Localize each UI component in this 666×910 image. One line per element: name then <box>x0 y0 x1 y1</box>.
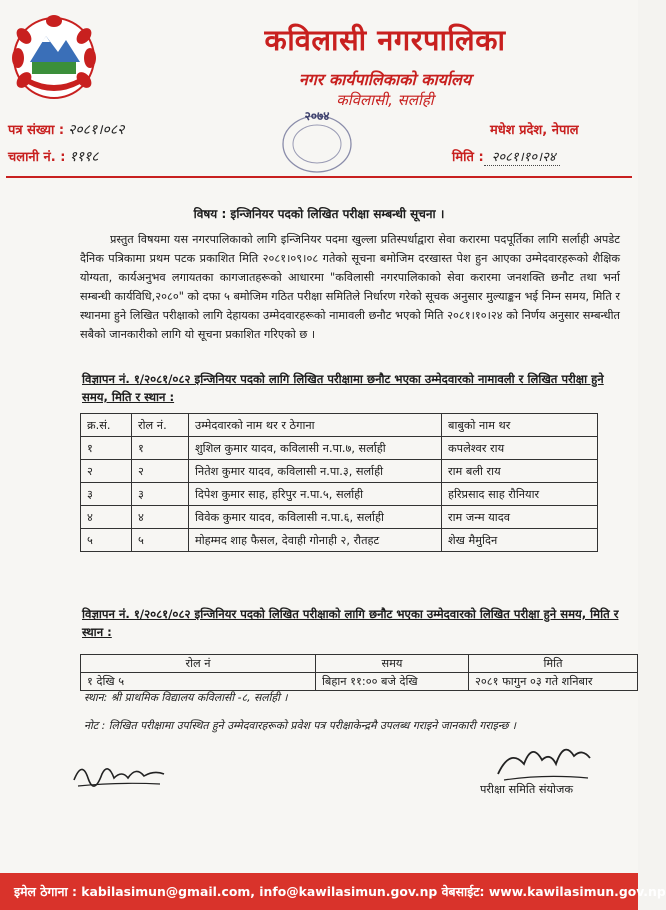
office-stamp-icon <box>268 104 366 176</box>
reference-label: पत्र संख्या : <box>8 123 65 138</box>
table-header-row <box>81 414 598 437</box>
col-father-name: बाबुको नाम थर <box>442 414 598 437</box>
col-time: समय <box>316 655 469 673</box>
office-location: कविलासी, सर्लाही <box>336 91 434 109</box>
cell-serial: २ <box>81 460 132 483</box>
cell-roll: ४ <box>132 506 189 529</box>
dispatch-value: १११८ <box>69 149 99 165</box>
cell-roll: ३ <box>132 483 189 506</box>
dispatch-label: चलानी नं. : <box>8 150 66 165</box>
cell-date: २०८१ फागुन ०३ गते शनिबार <box>469 673 638 691</box>
website-label: वेबसाईट: <box>441 884 485 899</box>
candidate-table <box>80 413 598 552</box>
province-name: मधेश प्रदेश, नेपाल <box>490 123 579 138</box>
website-link[interactable]: www.kawilasimun.gov.np <box>488 884 666 899</box>
cell-name: नितेश कुमार यादव, कविलासी न.पा.३, सर्लाही <box>189 460 442 483</box>
cell-father: शेख मैमुदिन <box>442 529 598 552</box>
header-divider <box>6 176 632 178</box>
col-date: मिति <box>469 655 638 673</box>
schedule-row <box>81 673 638 691</box>
cell-serial: ५ <box>81 529 132 552</box>
cell-father: राम जन्म यादव <box>442 506 598 529</box>
col-serial: क्र.सं. <box>81 414 132 437</box>
cell-name: मोहम्मद शाह फैसल, देवाही गोनाही २, रौतहट <box>189 529 442 552</box>
municipality-name: कविलासी नगरपालिका <box>264 23 506 57</box>
signatory-title: परीक्षा समिति संयोजक <box>480 783 574 796</box>
cell-roll: २ <box>132 460 189 483</box>
table-row <box>81 437 598 460</box>
stamp-year: २०७४ <box>304 109 330 123</box>
signature-left-icon <box>68 748 178 798</box>
cell-serial: ४ <box>81 506 132 529</box>
cell-roll-range: १ देखि ५ <box>81 673 316 691</box>
candidate-list-title: विज्ञापन नं. १/२०८१/०८२ इन्जिनियर पदको लागि लिखित परीक्षामा छनौट भएका उम्मेदवारको नामावली र लिखित परीक्षा हुने समय, मिति र स्थान : <box>82 372 604 404</box>
exam-venue: स्थान: श्री प्राथमिक विद्यालय कविलासी -८, सर्लाही । <box>84 691 288 704</box>
cell-name: दिपेश कुमार साह, हरिपुर न.पा.५, सर्लाही <box>189 483 442 506</box>
footer-bar <box>0 873 666 910</box>
col-name-address: उम्मेदवारको नाम थर र ठेगाना <box>189 414 442 437</box>
cell-name: विवेक कुमार यादव, कविलासी न.पा.६, सर्लाही <box>189 506 442 529</box>
email-label: इमेल ठेगाना : <box>14 884 77 899</box>
reference-number <box>8 120 124 139</box>
table-row <box>81 529 598 552</box>
cell-father: राम बली राय <box>442 460 598 483</box>
table-row <box>81 506 598 529</box>
issue-date <box>452 147 560 165</box>
cell-serial: ३ <box>81 483 132 506</box>
notice-body <box>80 230 620 344</box>
exam-note: नोट : लिखित परीक्षामा उपस्थित हुने उम्मेदवारहरूको प्रवेश पत्र परीक्षाकेन्द्रमै उपलब्ध गराइने जानकारी गराइन्छ । <box>84 719 517 732</box>
exam-schedule-table <box>80 654 638 691</box>
exam-schedule-title: विज्ञापन नं. १/२०८१/०८२ इन्जिनियर पदको लिखित परीक्षाको लागि छनौट भएका उम्मेदवारको लिखित परीक्षा हुने समय, मिति र स्थान : <box>82 607 619 639</box>
signature-right-icon <box>490 734 600 786</box>
table-row <box>81 483 598 506</box>
date-label: मिति : <box>452 150 484 165</box>
col-roll-range: रोल नं <box>81 655 316 673</box>
cell-roll: १ <box>132 437 189 460</box>
schedule-header-row <box>81 655 638 673</box>
body-paragraph: प्रस्तुत विषयमा यस नगरपालिकाको लागि इन्जिनियर पदमा खुल्ला प्रतिस्पर्धाद्वारा सेवा करारमा पदपूर्तिका लागि सर्लाही अपडेट दैनिक पत्रिकामा प्रथम पटक प्रकाशित मिति २०८१।०९।०८ गतेको सूचना बमोजिम दरखास्त पेश हुन आएका उम्मेदवारहरूको शैक्षिक योग्यता, कार्यअनुभव लगायतका कागजातहरूको आधारमा "कविलासी नगरपालिकाको सेवा करारमा जनशक्ति छनौट तथा भर्ना सम्बन्धी कार्यविधि,२०८०" को दफा ५ बमोजिम गठित परीक्षा समितिले निर्धारण गरेको सूचक अनुसार मुल्याङ्कन भई निम्न समय, मिति र स्थानमा हुने लिखित परीक्षाको लागि देहायका उम्मेदवारहरूको नामावली छनौट भएको मिति २०८१।१०।२४ को निर्णय अनुसार सम्बन्धीत सबैको जानकारीको लागि यो सूचना प्रकाशित गरिएको छ । <box>80 233 620 341</box>
cell-roll: ५ <box>132 529 189 552</box>
cell-father: कपलेश्वर राय <box>442 437 598 460</box>
nepal-emblem-icon <box>8 12 100 104</box>
cell-father: हरिप्रसाद साह रौनियार <box>442 483 598 506</box>
col-roll: रोल नं. <box>132 414 189 437</box>
office-name: नगर कार्यपालिकाको कार्यालय <box>298 70 472 89</box>
cell-name: शुशिल कुमार यादव, कविलासी न.पा.७, सर्लाही <box>189 437 442 460</box>
date-value: २०८१।१०।२४ <box>484 150 560 166</box>
reference-value: २०८१।०८२ <box>68 122 125 138</box>
table-row <box>81 460 598 483</box>
email-links[interactable]: kabilasimun@gmail.com, info@kawilasimun.gov.np <box>81 884 438 899</box>
cell-serial: १ <box>81 437 132 460</box>
dispatch-number <box>8 147 99 166</box>
notice-subject: विषय : इन्जिनियर पदको लिखित परीक्षा सम्बन्धी सूचना । <box>193 207 445 221</box>
cell-time: बिहान ११:०० बजे देखि <box>316 673 469 691</box>
